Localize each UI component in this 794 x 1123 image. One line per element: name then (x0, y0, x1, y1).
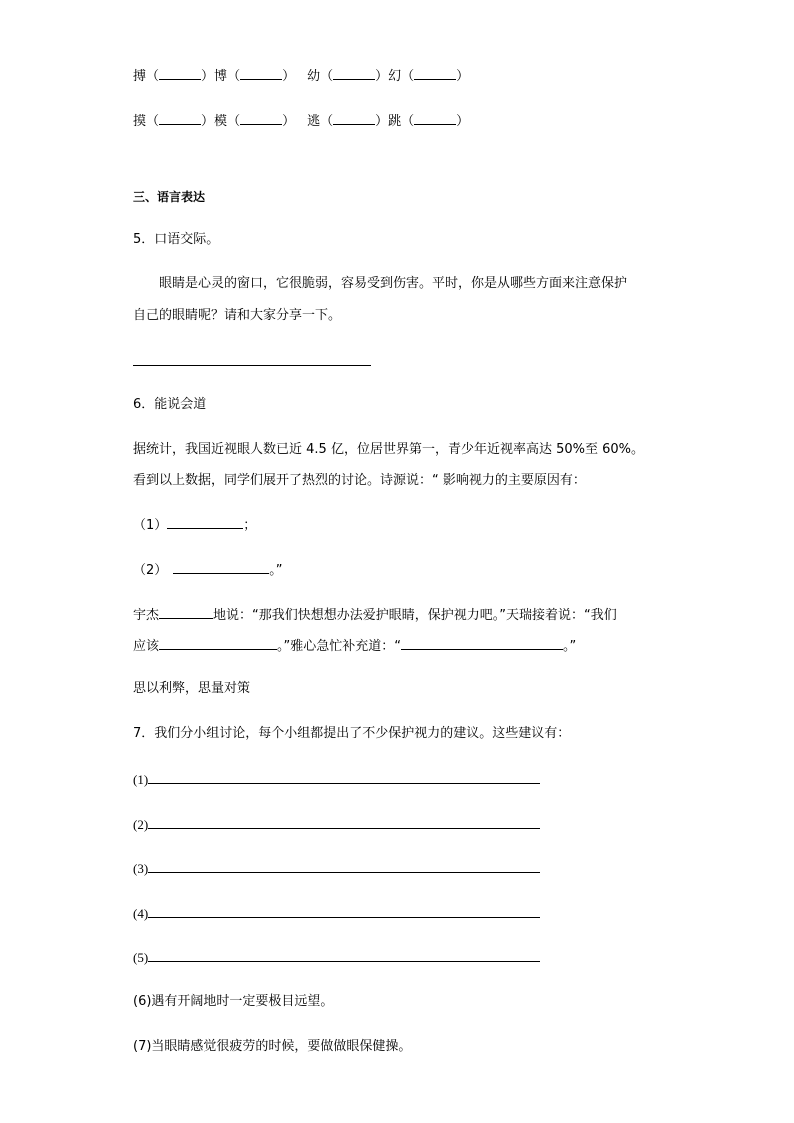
question-7-blank-3: (3) (133, 859, 540, 878)
char: 幻 (388, 69, 402, 84)
answer-blank[interactable] (414, 66, 456, 80)
question-6-title: 6．能说会道 (133, 397, 207, 412)
answer-blank[interactable] (167, 515, 243, 529)
char-row-1: 搏（ ）博（ ） 幼（ ）幻（ ） (133, 66, 469, 86)
char: 跳 (388, 114, 402, 129)
question-7-blank-1: (1) (133, 770, 540, 789)
answer-blank[interactable] (173, 560, 269, 574)
question-6-item-1: （1） ； (133, 515, 256, 535)
question-7-blank-5: (5) (133, 948, 540, 967)
question-7-item-7: (7)当眼睛感觉很疲劳的时候，要做做眼保健操。 (133, 1039, 412, 1054)
answer-blank[interactable] (240, 111, 282, 125)
answer-blank[interactable] (159, 66, 201, 80)
question-7-blank-2: (2) (133, 815, 540, 834)
question-7-title: 7．我们分小组讨论，每个小组都提出了不少保护视力的建议。这些建议有： (133, 726, 571, 741)
answer-blank[interactable] (159, 605, 213, 619)
question-6-item-2: （2） 。” (133, 560, 283, 580)
answer-blank[interactable] (414, 111, 456, 125)
section-heading: 三、语言表达 (133, 190, 206, 204)
question-6-line-1: 据统计，我国近视眼人数已近 4.5 亿，位居世界第一，青少年近视率高达 50%至 60%。 (133, 442, 644, 457)
char: 搏 (133, 69, 147, 84)
char: 模 (214, 114, 228, 129)
answer-blank[interactable] (401, 636, 563, 650)
answer-line[interactable] (148, 815, 540, 829)
answer-blank[interactable] (159, 636, 277, 650)
answer-line[interactable] (148, 904, 540, 918)
question-5-paragraph-line-1: 眼睛是心灵的窗口，它很脆弱，容易受到伤害。平时，你是从哪些方面来注意保护 (159, 276, 628, 291)
question-7-blank-4: (4) (133, 904, 540, 923)
answer-blank[interactable] (333, 66, 375, 80)
char: 博 (214, 69, 228, 84)
sub-heading: 思以利弊，思量对策 (133, 681, 251, 696)
question-6-dialog-line-2: 应该 。”雅心急忙补充道：“ 。” (133, 636, 576, 656)
answer-line[interactable] (133, 365, 371, 366)
question-7-item-6: (6)遇有开阔地时一定要极目远望。 (133, 994, 334, 1009)
answer-blank[interactable] (333, 111, 375, 125)
answer-line[interactable] (148, 948, 540, 962)
question-5-paragraph-line-2: 自己的眼睛呢？请和大家分享一下。 (133, 308, 342, 323)
char: 幼 (307, 69, 321, 84)
char-row-2: 摸（ ）模（ ） 逃（ ）跳（ ） (133, 111, 469, 131)
question-5-title: 5．口语交际。 (133, 232, 220, 247)
char: 逃 (307, 114, 321, 129)
answer-blank[interactable] (240, 66, 282, 80)
question-6-line-2: 看到以上数据，同学们展开了热烈的讨论。诗源说：“ 影响视力的主要原因有： (133, 473, 586, 488)
answer-blank[interactable] (159, 111, 201, 125)
answer-line[interactable] (148, 859, 540, 873)
char: 摸 (133, 114, 147, 129)
answer-line[interactable] (148, 770, 540, 784)
question-6-dialog-line-1: 宇杰 地说：“那我们快想想办法爱护眼睛，保护视力吧。”天瑞接着说：“我们 (133, 605, 617, 625)
